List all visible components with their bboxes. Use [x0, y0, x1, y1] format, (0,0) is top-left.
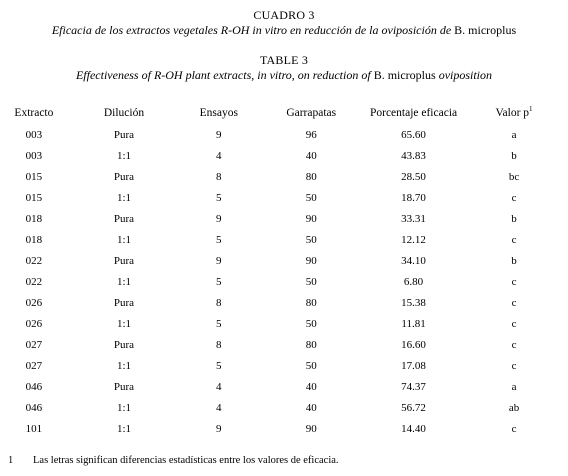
header-garrapatas: Garrapatas — [286, 107, 337, 119]
header-porcentaje-eficacia: Porcentaje eficacia — [369, 107, 458, 119]
cell-extracto: 101 — [25, 422, 43, 435]
cell-extracto: 026 — [25, 296, 43, 309]
cell-garrapatas: 90 — [305, 422, 317, 435]
cell-extracto: 015 — [25, 170, 43, 183]
cell-ensayos: 8 — [216, 338, 222, 351]
table-row — [2, 292, 568, 313]
cell-garrapatas: 50 — [305, 191, 317, 204]
cell-porcentaje-eficacia: 15.38 — [401, 296, 426, 309]
caption-english — [0, 53, 568, 83]
cell-valor-p: c — [511, 317, 517, 330]
cell-porcentaje-eficacia: 11.81 — [401, 317, 426, 330]
header-valor-p-superscript: 1 — [529, 105, 533, 114]
cell-dilucion: Pura — [113, 128, 135, 141]
table-row — [2, 376, 568, 397]
cell-dilucion: 1:1 — [116, 359, 131, 372]
cell-dilucion: Pura — [113, 338, 135, 351]
cell-dilucion: Pura — [113, 212, 135, 225]
caption-en-italic: Effectiveness of R-OH plant extracts, in vitro, on reduction of — [75, 68, 371, 82]
cell-valor-p: c — [511, 422, 517, 435]
cell-valor-p: b — [511, 254, 517, 267]
caption-text-es — [0, 23, 568, 38]
cell-valor-p: a — [511, 380, 517, 393]
cell-extracto: 003 — [25, 128, 43, 141]
cell-porcentaje-eficacia: 56.72 — [401, 401, 426, 414]
table-row — [2, 355, 568, 376]
table-row — [2, 271, 568, 292]
cell-garrapatas: 90 — [305, 212, 317, 225]
efficacy-table — [2, 102, 568, 439]
table-row — [2, 334, 568, 355]
cell-garrapatas: 80 — [305, 338, 317, 351]
table-header-row — [2, 102, 568, 124]
cell-garrapatas: 50 — [305, 233, 317, 246]
caption-spanish — [0, 8, 568, 38]
table-row — [2, 418, 568, 439]
cell-ensayos: 8 — [216, 296, 222, 309]
cell-valor-p: a — [511, 128, 517, 141]
cell-extracto: 027 — [25, 359, 43, 372]
cell-ensayos: 8 — [216, 170, 222, 183]
cell-porcentaje-eficacia: 28.50 — [401, 170, 426, 183]
cell-garrapatas: 50 — [305, 359, 317, 372]
cell-extracto: 003 — [25, 149, 43, 162]
cell-ensayos: 4 — [216, 401, 222, 414]
cell-ensayos: 9 — [216, 422, 222, 435]
table-body — [2, 124, 568, 439]
cell-dilucion: Pura — [113, 296, 135, 309]
cell-valor-p: c — [511, 296, 517, 309]
cell-dilucion: 1:1 — [116, 233, 131, 246]
cell-garrapatas: 40 — [305, 401, 317, 414]
table-row — [2, 229, 568, 250]
footnote-mark: 1 — [8, 455, 14, 466]
cell-porcentaje-eficacia: 6.80 — [403, 275, 424, 288]
caption-es-italic: Eficacia de los extractos vegetales R-OH in vitro en reducción de la oviposición de — [51, 23, 452, 37]
cell-extracto: 015 — [25, 191, 43, 204]
caption-es-species: B. microplus — [454, 23, 517, 37]
cell-dilucion: 1:1 — [116, 191, 131, 204]
cell-ensayos: 9 — [216, 254, 222, 267]
cell-garrapatas: 40 — [305, 149, 317, 162]
header-valor-p-text: Valor p — [495, 107, 530, 119]
cell-extracto: 022 — [25, 254, 43, 267]
table-row — [2, 397, 568, 418]
cell-garrapatas: 80 — [305, 296, 317, 309]
header-valor-p — [460, 102, 568, 124]
cell-dilucion: Pura — [113, 170, 135, 183]
cell-extracto: 026 — [25, 317, 43, 330]
cell-extracto: 018 — [25, 212, 43, 225]
cell-dilucion: 1:1 — [116, 422, 131, 435]
caption-label-en: TABLE 3 — [259, 53, 309, 67]
cell-valor-p: c — [511, 233, 517, 246]
cell-dilucion: Pura — [113, 254, 135, 267]
cell-ensayos: 5 — [216, 191, 222, 204]
table-row — [2, 145, 568, 166]
cell-ensayos: 4 — [216, 149, 222, 162]
cell-porcentaje-eficacia: 65.60 — [401, 128, 426, 141]
cell-valor-p: bc — [508, 170, 520, 183]
cell-ensayos: 9 — [216, 128, 222, 141]
cell-ensayos: 5 — [216, 317, 222, 330]
cell-valor-p: c — [511, 359, 517, 372]
cell-extracto: 018 — [25, 233, 43, 246]
caption-text-en — [0, 68, 568, 83]
cell-ensayos: 5 — [216, 359, 222, 372]
cell-valor-p: b — [511, 149, 517, 162]
cell-dilucion: 1:1 — [116, 401, 131, 414]
cell-porcentaje-eficacia: 16.60 — [401, 338, 426, 351]
cell-porcentaje-eficacia: 18.70 — [401, 191, 426, 204]
cell-valor-p: c — [511, 338, 517, 351]
caption-en-species: B. microplus — [373, 68, 436, 82]
cell-garrapatas: 80 — [305, 170, 317, 183]
caption-en-italic-end: oviposition — [438, 68, 493, 82]
table-row — [2, 313, 568, 334]
cell-extracto: 027 — [25, 338, 43, 351]
cell-garrapatas: 90 — [305, 254, 317, 267]
header-dilucion: Dilución — [103, 107, 145, 119]
cell-porcentaje-eficacia: 34.10 — [401, 254, 426, 267]
cell-valor-p: ab — [508, 401, 520, 414]
cell-valor-p: c — [511, 275, 517, 288]
table-row — [2, 187, 568, 208]
header-ensayos: Ensayos — [199, 107, 238, 119]
cell-ensayos: 5 — [216, 233, 222, 246]
cell-ensayos: 4 — [216, 380, 222, 393]
cell-valor-p: c — [511, 191, 517, 204]
cell-porcentaje-eficacia: 12.12 — [401, 233, 426, 246]
table-row — [2, 124, 568, 145]
table-row — [2, 208, 568, 229]
footnote — [8, 455, 339, 466]
cell-garrapatas: 40 — [305, 380, 317, 393]
cell-dilucion: 1:1 — [116, 149, 131, 162]
table-row — [2, 250, 568, 271]
cell-dilucion: Pura — [113, 380, 135, 393]
cell-garrapatas: 50 — [305, 275, 317, 288]
cell-dilucion: 1:1 — [116, 317, 131, 330]
cell-dilucion: 1:1 — [116, 275, 131, 288]
cell-garrapatas: 50 — [305, 317, 317, 330]
cell-valor-p: b — [511, 212, 517, 225]
cell-porcentaje-eficacia: 33.31 — [401, 212, 426, 225]
cell-extracto: 022 — [25, 275, 43, 288]
cell-garrapatas: 96 — [305, 128, 317, 141]
cell-porcentaje-eficacia: 17.08 — [401, 359, 426, 372]
caption-label-es: CUADRO 3 — [253, 8, 315, 22]
cell-ensayos: 5 — [216, 275, 222, 288]
cell-extracto: 046 — [25, 380, 43, 393]
cell-porcentaje-eficacia: 14.40 — [401, 422, 426, 435]
cell-porcentaje-eficacia: 43.83 — [401, 149, 426, 162]
table-row — [2, 166, 568, 187]
footnote-text: Las letras significan diferencias estadísticas entre los valores de eficacia. — [33, 455, 339, 466]
cell-extracto: 046 — [25, 401, 43, 414]
header-extracto: Extracto — [14, 107, 54, 119]
cell-ensayos: 9 — [216, 212, 222, 225]
cell-porcentaje-eficacia: 74.37 — [401, 380, 426, 393]
